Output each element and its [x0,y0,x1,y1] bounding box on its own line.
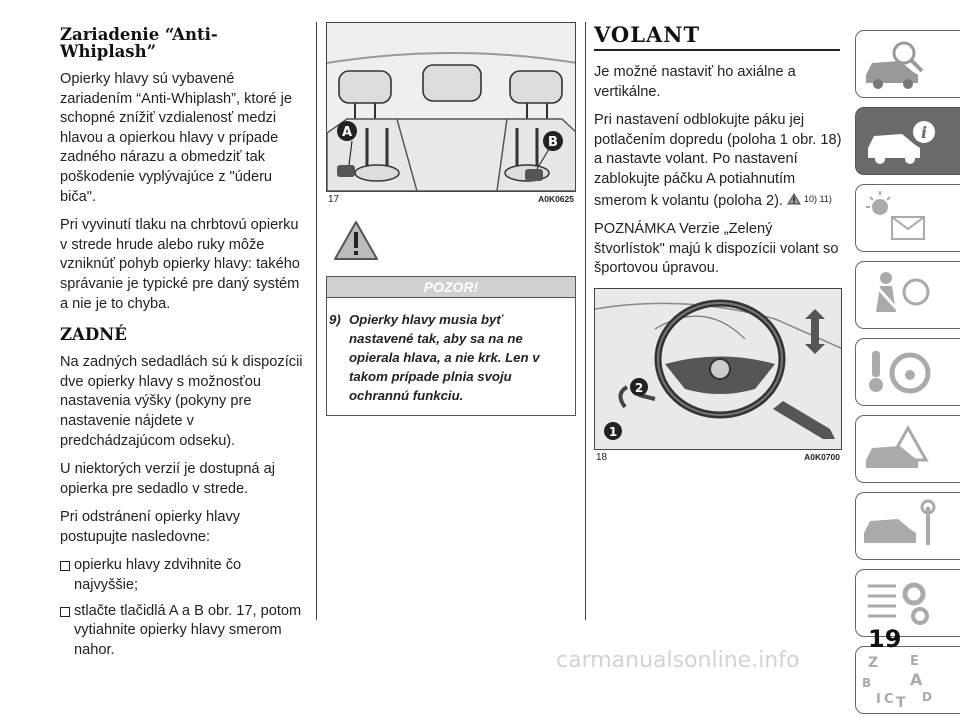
headrest-illustration [327,23,576,191]
svg-text:Z: Z [868,655,879,671]
tab-seatbelt-airbag[interactable] [855,261,960,329]
steering-illustration [595,289,842,449]
warning-title: POZOR! [326,276,576,298]
heading-anti-whiplash: Zariadenie “Anti-Whiplash” [60,25,218,61]
paragraph: Pri odstránení opierky hlavy postupujte nasledovne: [60,509,241,545]
list-item: stlačte tlačidlá A a B obr. 17, potom vytiahnite opierky hlavy smerom nahor. [60,602,308,661]
heading-zadne: ZADNÉ [60,325,127,345]
warning-text: Opierky hlavy musia byť nastavené tak, aby sa na ne opierala hlava, a nie krk. Len v takom prípade plnia svoju ochrannú funkciu. [349,312,540,403]
tab-warning-lights[interactable] [855,184,960,252]
label-b: B [548,135,558,150]
warning-ref-icon [787,193,801,209]
list-item: opierku hlavy zdvihnite čo najvyššie; [60,556,308,595]
figure-caption [594,450,842,463]
paragraph: Je možné nastaviť ho axiálne a vertikálne. [594,64,796,100]
label-2: 2 [634,380,644,395]
chapter-tabs [855,30,960,723]
figure-number: 17 [328,194,340,205]
footnote-refs: 10) 11) [804,193,832,204]
car-search-icon [856,31,956,97]
alphabet-index-icon [856,647,956,713]
svg-text:A: A [910,670,923,689]
column-left [60,22,308,666]
tab-steering-wheel[interactable] [855,338,960,406]
column-divider-1 [316,22,317,620]
emergency-icon [856,416,956,482]
seatbelt-airbag-icon [856,262,956,328]
svg-text:I: I [876,692,881,707]
figure-caption [326,192,576,205]
column-right [594,22,842,463]
warning-triangle-icon [326,219,576,276]
warning-number: 9) [329,312,341,327]
tab-emergency[interactable] [855,415,960,483]
paragraph: Opierky hlavy sú vybavené zariadením “Anti-Whiplash”, ktoré je schopné znížiť vzdialenosť medzi hlavou a opierkou hlavy v prípade zadného nárazu a obmedziť tak poškodenie vyplývajúce z "úderu biča". [60,71,292,205]
checkbox-bullet-icon [60,561,70,571]
svg-text:D: D [922,690,932,704]
svg-text:i: i [920,123,928,142]
page-number: 19 [868,625,902,653]
title-underline [594,49,840,51]
column-middle [326,22,576,416]
tab-car-search[interactable] [855,30,960,98]
svg-text:E: E [910,654,919,669]
figure-code: A0K0700 [804,451,840,462]
checkbox-bullet-icon [60,607,70,617]
column-divider-2 [585,22,586,620]
warning-lights-icon [856,185,956,251]
car-maintenance-icon [856,493,956,559]
steering-wheel-key-icon [856,339,956,405]
warning-body [326,298,576,416]
svg-text:T: T [896,695,906,711]
paragraph: U niektorých verzií je dostupná aj opierka pre sedadlo v strede. [60,461,275,497]
svg-text:B: B [862,676,872,690]
label-a: A [341,125,353,140]
watermark: carmanualsonline.info [556,648,800,673]
tab-car-maintenance[interactable] [855,492,960,560]
paragraph: Pri vyvinutí tlaku na chrbtovú opierku v strede hrude alebo ruky môže vzniknúť pohyb opierky hlavy: takého správanie je typické pre daný systém a nie je to chyba. [60,217,300,312]
svg-text:C: C [884,692,894,707]
paragraph: POZNÁMKA Verzie „Zelený štvorlístok" majú k dispozícii volant so športovou úpravou. [594,221,839,277]
paragraph: Pri nastavení odblokujte páku jej potlačením dopredu (poloha 1 obr. 18) a nastavte volant. Po nastavení zablokujte páčku A potiahnutím smerom k volantu (poloha 2). $^{10) 11)}$ [594,112,842,209]
figure-17-headrests [326,22,576,192]
tab-car-info[interactable] [855,107,960,175]
figure-number: 18 [596,451,608,463]
warning-box [326,219,576,416]
tab-alphabetic-index[interactable] [855,646,960,714]
figure-18-steering [594,288,842,450]
car-info-icon [856,108,956,174]
paragraph: Na zadných sedadlách sú k dispozícii dve opierky hlavy s možnosťou nastavenia výšky (pokyny pre nastavenie nájdete v predchádzajúcom odseku). [60,354,303,449]
label-1: 1 [608,424,618,439]
figure-code: A0K0625 [538,194,574,204]
section-title: VOLANT [594,22,701,47]
